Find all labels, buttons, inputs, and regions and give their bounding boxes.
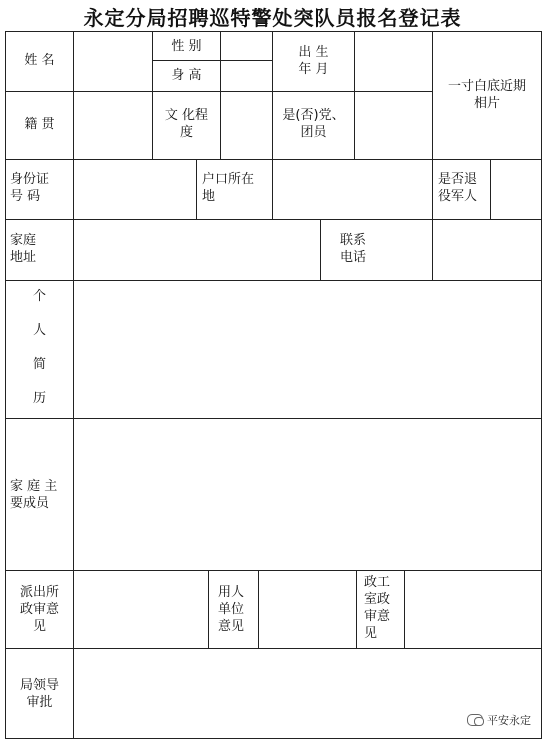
label-native-place: 籍 贯 [24, 117, 55, 132]
col-divider [208, 570, 209, 649]
native-place-field[interactable] [74, 92, 152, 159]
label-party-member: 是(否)党、 团员 [282, 108, 345, 140]
height-field[interactable] [221, 61, 272, 91]
wechat-icon [467, 714, 483, 726]
table-border-bottom [5, 738, 542, 739]
gender-field[interactable] [221, 32, 272, 60]
col-divider [196, 159, 197, 220]
label-resume: 个 人 简 历 [32, 289, 46, 406]
family-members-field[interactable] [74, 419, 541, 570]
label-gender: 性 别 [171, 39, 202, 54]
label-birth: 出 生 年 月 [298, 45, 329, 77]
label-phone: 联系 电话 [340, 233, 367, 265]
home-address-field[interactable] [74, 220, 320, 280]
police-station-review-field[interactable] [74, 571, 208, 648]
label-veteran: 是否退 役军人 [438, 172, 478, 204]
birth-field[interactable] [355, 32, 432, 91]
col-divider [320, 219, 321, 281]
label-bureau-approval: 局领导 审批 [19, 678, 59, 710]
col-divider [356, 570, 357, 649]
form-title: 永定分局招聘巡特警处突队员报名登记表 [83, 6, 462, 30]
id-card-field[interactable] [74, 160, 196, 219]
watermark [467, 712, 531, 728]
party-member-field[interactable] [355, 92, 432, 159]
label-education: 文 化程 度 [164, 108, 209, 140]
label-police-station-review: 派出所 政审意 见 [19, 585, 59, 634]
label-height: 身 高 [171, 68, 202, 83]
label-name: 姓 名 [24, 53, 55, 68]
photo-box[interactable] [433, 32, 541, 159]
veteran-field[interactable] [491, 160, 541, 219]
label-id-card: 身份证 号 码 [10, 172, 50, 204]
label-employer-opinion: 用人 单位 意见 [218, 585, 245, 634]
table-border-right [541, 31, 542, 739]
name-field[interactable] [74, 32, 152, 91]
resume-field[interactable] [74, 281, 541, 418]
label-photo: 一寸白底近期 相片 [447, 79, 526, 111]
watermark-text: 平安永定 [487, 714, 531, 727]
hukou-field[interactable] [273, 160, 432, 219]
label-family-members: 家 庭 主 要成员 [10, 479, 58, 511]
label-hukou: 户口所在 地 [202, 172, 255, 204]
col-divider [432, 159, 433, 220]
label-home-address: 家庭 地址 [10, 233, 37, 265]
label-political-office-review: 政工 室政 审意 见 [364, 575, 391, 641]
employer-opinion-field[interactable] [259, 571, 356, 648]
phone-field[interactable] [433, 220, 541, 280]
political-office-review-field[interactable] [405, 571, 541, 648]
education-field[interactable] [221, 92, 272, 159]
